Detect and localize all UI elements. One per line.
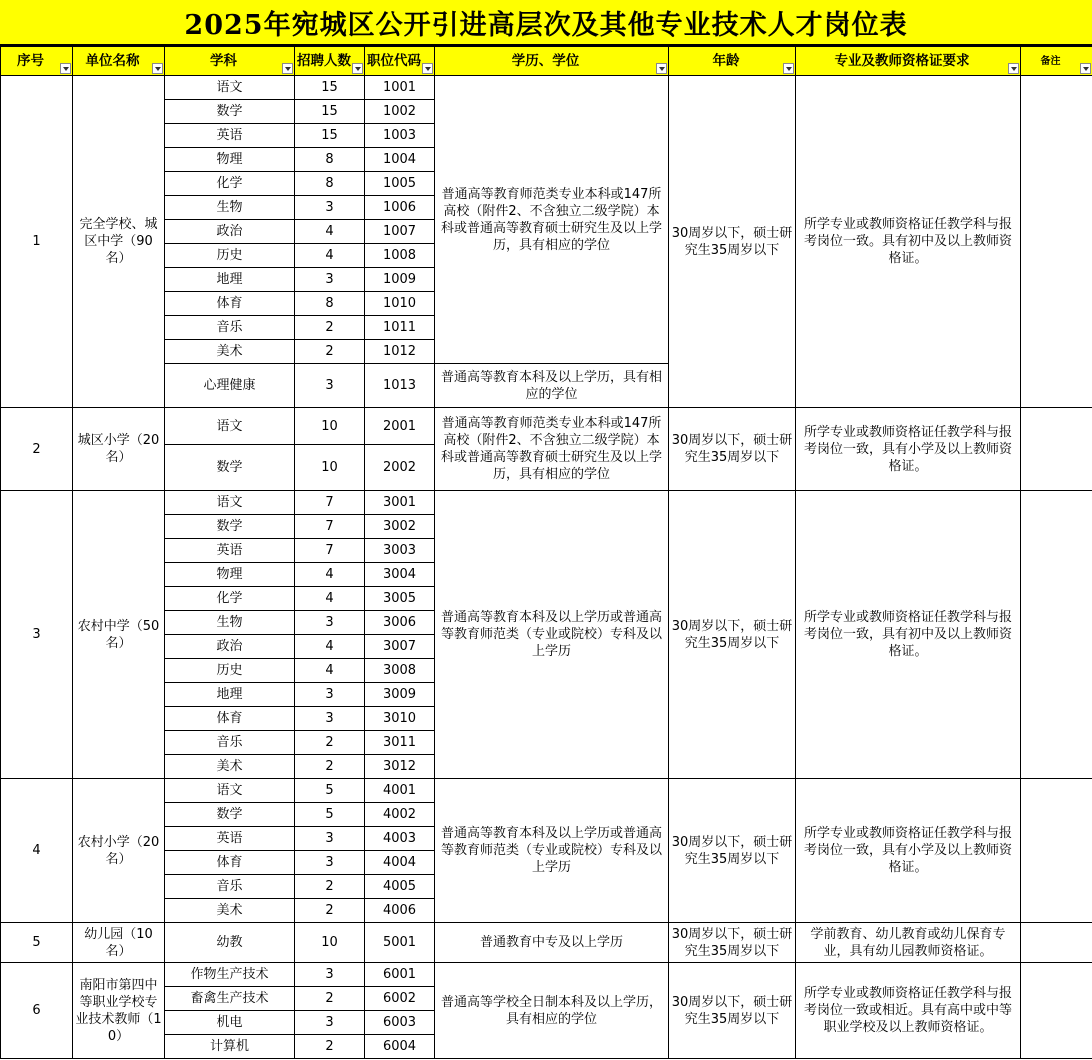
qualification-cell: 所学专业或教师资格证任教学科与报考岗位一致。具有初中及以上教师资格证。 bbox=[796, 76, 1021, 408]
table-row bbox=[1, 76, 1092, 100]
subject-cell: 英语 bbox=[165, 539, 295, 563]
header-label: 招聘人数 bbox=[297, 52, 351, 69]
recruit-count-cell: 3 bbox=[295, 707, 365, 731]
recruit-count-cell: 2 bbox=[295, 731, 365, 755]
position-code-cell: 1009 bbox=[365, 268, 435, 292]
table-body bbox=[1, 76, 1092, 1059]
header-label: 序号 bbox=[17, 52, 44, 69]
recruit-count-cell: 4 bbox=[295, 587, 365, 611]
subject-cell: 化学 bbox=[165, 587, 295, 611]
qualification-cell: 所学专业或教师资格证任教学科与报考岗位一致，具有小学及以上教师资格证。 bbox=[796, 408, 1021, 491]
header-position-code bbox=[365, 47, 435, 76]
education-cell: 普通教育中专及以上学历 bbox=[435, 923, 669, 963]
position-code-cell: 3010 bbox=[365, 707, 435, 731]
recruit-count-cell: 3 bbox=[295, 827, 365, 851]
position-code-cell: 4004 bbox=[365, 851, 435, 875]
recruit-count-cell: 10 bbox=[295, 408, 365, 445]
remarks-cell bbox=[1021, 491, 1092, 779]
unit-name-cell: 完全学校、城区中学（90名） bbox=[73, 76, 165, 408]
recruit-count-cell: 4 bbox=[295, 635, 365, 659]
seq-cell: 4 bbox=[1, 779, 73, 923]
position-code-cell: 2001 bbox=[365, 408, 435, 445]
education-cell: 普通高等教育本科及以上学历，具有相应的学位 bbox=[435, 364, 669, 408]
qualification-cell: 所学专业或教师资格证任教学科与报考岗位一致，具有初中及以上教师资格证。 bbox=[796, 491, 1021, 779]
age-cell: 30周岁以下，硕士研究生35周岁以下 bbox=[669, 76, 796, 408]
recruit-count-cell: 3 bbox=[295, 1011, 365, 1035]
filter-dropdown-icon[interactable] bbox=[352, 63, 363, 74]
recruit-count-cell: 4 bbox=[295, 220, 365, 244]
position-code-cell: 1004 bbox=[365, 148, 435, 172]
subject-cell: 政治 bbox=[165, 220, 295, 244]
position-code-cell: 1005 bbox=[365, 172, 435, 196]
position-code-cell: 3001 bbox=[365, 491, 435, 515]
subject-cell: 数学 bbox=[165, 515, 295, 539]
unit-name-cell: 城区小学（20名） bbox=[73, 408, 165, 491]
recruit-count-cell: 10 bbox=[295, 445, 365, 491]
remarks-cell bbox=[1021, 963, 1092, 1059]
position-code-cell: 3004 bbox=[365, 563, 435, 587]
recruit-count-cell: 7 bbox=[295, 515, 365, 539]
header-seq bbox=[1, 47, 73, 76]
seq-cell: 6 bbox=[1, 963, 73, 1059]
remarks-cell bbox=[1021, 923, 1092, 963]
subject-cell: 语文 bbox=[165, 491, 295, 515]
position-code-cell: 6002 bbox=[365, 987, 435, 1011]
subject-cell: 语文 bbox=[165, 408, 295, 445]
header-qualification bbox=[796, 47, 1021, 76]
education-cell: 普通高等学校全日制本科及以上学历，具有相应的学位 bbox=[435, 963, 669, 1059]
unit-name-cell: 农村中学（50名） bbox=[73, 491, 165, 779]
subject-cell: 地理 bbox=[165, 683, 295, 707]
recruit-count-cell: 3 bbox=[295, 963, 365, 987]
subject-cell: 政治 bbox=[165, 635, 295, 659]
position-code-cell: 3003 bbox=[365, 539, 435, 563]
position-code-cell: 1008 bbox=[365, 244, 435, 268]
seq-cell: 1 bbox=[1, 76, 73, 408]
position-code-cell: 6001 bbox=[365, 963, 435, 987]
position-code-cell: 4006 bbox=[365, 899, 435, 923]
position-code-cell: 1012 bbox=[365, 340, 435, 364]
header-subject bbox=[165, 47, 295, 76]
header-recruit-count bbox=[295, 47, 365, 76]
header-label: 单位名称 bbox=[85, 52, 140, 69]
subject-cell: 物理 bbox=[165, 148, 295, 172]
filter-dropdown-icon[interactable] bbox=[60, 63, 71, 74]
subject-cell: 音乐 bbox=[165, 731, 295, 755]
recruit-count-cell: 2 bbox=[295, 1035, 365, 1059]
header-remarks bbox=[1021, 47, 1092, 76]
recruit-count-cell: 7 bbox=[295, 539, 365, 563]
recruit-count-cell: 4 bbox=[295, 244, 365, 268]
page-title: 2025年宛城区公开引进高层次及其他专业技术人才岗位表 bbox=[0, 0, 1092, 46]
header-age bbox=[669, 47, 796, 76]
subject-cell: 语文 bbox=[165, 779, 295, 803]
recruit-count-cell: 10 bbox=[295, 923, 365, 963]
recruit-count-cell: 2 bbox=[295, 875, 365, 899]
position-code-cell: 3011 bbox=[365, 731, 435, 755]
subject-cell: 数学 bbox=[165, 445, 295, 491]
filter-dropdown-icon[interactable] bbox=[282, 63, 293, 74]
header-label: 职位代码 bbox=[367, 52, 421, 69]
age-cell: 30周岁以下，硕士研究生35周岁以下 bbox=[669, 408, 796, 491]
header-unit-name bbox=[73, 47, 165, 76]
education-cell: 普通高等教育师范类专业本科或147所高校（附件2、不含独立二级学院）本科或普通高等教育硕士研究生及以上学历，具有相应的学位 bbox=[435, 408, 669, 491]
age-cell: 30周岁以下，硕士研究生35周岁以下 bbox=[669, 779, 796, 923]
subject-cell: 作物生产技术 bbox=[165, 963, 295, 987]
subject-cell: 化学 bbox=[165, 172, 295, 196]
recruit-count-cell: 8 bbox=[295, 172, 365, 196]
filter-dropdown-icon[interactable] bbox=[152, 63, 163, 74]
subject-cell: 体育 bbox=[165, 851, 295, 875]
recruit-count-cell: 4 bbox=[295, 659, 365, 683]
position-code-cell: 1013 bbox=[365, 364, 435, 408]
position-code-cell: 3012 bbox=[365, 755, 435, 779]
position-code-cell: 3008 bbox=[365, 659, 435, 683]
filter-dropdown-icon[interactable] bbox=[1080, 63, 1091, 74]
subject-cell: 英语 bbox=[165, 124, 295, 148]
subject-cell: 美术 bbox=[165, 899, 295, 923]
position-code-cell: 1001 bbox=[365, 76, 435, 100]
recruit-count-cell: 2 bbox=[295, 340, 365, 364]
subject-cell: 生物 bbox=[165, 611, 295, 635]
position-code-cell: 1011 bbox=[365, 316, 435, 340]
position-code-cell: 3005 bbox=[365, 587, 435, 611]
header-label: 专业及教师资格证要求 bbox=[834, 52, 970, 69]
remarks-cell bbox=[1021, 779, 1092, 923]
subject-cell: 物理 bbox=[165, 563, 295, 587]
subject-cell: 地理 bbox=[165, 268, 295, 292]
subject-cell: 生物 bbox=[165, 196, 295, 220]
qualification-cell: 所学专业或教师资格证任教学科与报考岗位一致或相近。具有高中或中等职业学校及以上教师资格证。 bbox=[796, 963, 1021, 1059]
recruit-count-cell: 4 bbox=[295, 563, 365, 587]
education-cell: 普通高等教育本科及以上学历或普通高等教育师范类（专业或院校）专科及以上学历 bbox=[435, 491, 669, 779]
unit-name-cell: 南阳市第四中等职业学校专业技术教师（10） bbox=[73, 963, 165, 1059]
position-code-cell: 1010 bbox=[365, 292, 435, 316]
subject-cell: 历史 bbox=[165, 659, 295, 683]
qualification-cell: 学前教育、幼儿教育或幼儿保育专业，具有幼儿园教师资格证。 bbox=[796, 923, 1021, 963]
subject-cell: 体育 bbox=[165, 707, 295, 731]
qualification-cell: 所学专业或教师资格证任教学科与报考岗位一致，具有小学及以上教师资格证。 bbox=[796, 779, 1021, 923]
recruit-count-cell: 8 bbox=[295, 292, 365, 316]
subject-cell: 语文 bbox=[165, 76, 295, 100]
recruit-count-cell: 15 bbox=[295, 124, 365, 148]
position-code-cell: 3007 bbox=[365, 635, 435, 659]
age-cell: 30周岁以下，硕士研究生35周岁以下 bbox=[669, 963, 796, 1059]
header-row bbox=[1, 47, 1092, 76]
unit-name-cell: 农村小学（20名） bbox=[73, 779, 165, 923]
remarks-cell bbox=[1021, 76, 1092, 408]
subject-cell: 体育 bbox=[165, 292, 295, 316]
subject-cell: 机电 bbox=[165, 1011, 295, 1035]
recruit-count-cell: 2 bbox=[295, 316, 365, 340]
subject-cell: 计算机 bbox=[165, 1035, 295, 1059]
filter-dropdown-icon[interactable] bbox=[783, 63, 794, 74]
subject-cell: 美术 bbox=[165, 755, 295, 779]
remarks-cell bbox=[1021, 408, 1092, 491]
position-code-cell: 2002 bbox=[365, 445, 435, 491]
table-row bbox=[1, 923, 1092, 963]
filter-dropdown-icon[interactable] bbox=[422, 63, 433, 74]
position-code-cell: 1002 bbox=[365, 100, 435, 124]
header-label: 学科 bbox=[210, 52, 237, 69]
subject-cell: 幼教 bbox=[165, 923, 295, 963]
filter-dropdown-icon[interactable] bbox=[1008, 63, 1019, 74]
position-code-cell: 6004 bbox=[365, 1035, 435, 1059]
recruit-count-cell: 3 bbox=[295, 364, 365, 408]
seq-cell: 2 bbox=[1, 408, 73, 491]
header-education bbox=[435, 47, 669, 76]
position-code-cell: 5001 bbox=[365, 923, 435, 963]
recruit-count-cell: 7 bbox=[295, 491, 365, 515]
position-code-cell: 1003 bbox=[365, 124, 435, 148]
subject-cell: 历史 bbox=[165, 244, 295, 268]
subject-cell: 音乐 bbox=[165, 875, 295, 899]
recruit-count-cell: 5 bbox=[295, 803, 365, 827]
table-row bbox=[1, 779, 1092, 803]
subject-cell: 心理健康 bbox=[165, 364, 295, 408]
recruit-count-cell: 3 bbox=[295, 268, 365, 292]
subject-cell: 畜禽生产技术 bbox=[165, 987, 295, 1011]
table-row bbox=[1, 963, 1092, 987]
recruit-count-cell: 3 bbox=[295, 851, 365, 875]
unit-name-cell: 幼儿园（10名） bbox=[73, 923, 165, 963]
subject-cell: 数学 bbox=[165, 803, 295, 827]
filter-dropdown-icon[interactable] bbox=[656, 63, 667, 74]
header-label: 年龄 bbox=[712, 52, 740, 69]
recruit-count-cell: 2 bbox=[295, 987, 365, 1011]
position-code-cell: 3002 bbox=[365, 515, 435, 539]
age-cell: 30周岁以下，硕士研究生35周岁以下 bbox=[669, 491, 796, 779]
subject-cell: 美术 bbox=[165, 340, 295, 364]
seq-cell: 5 bbox=[1, 923, 73, 963]
position-code-cell: 1006 bbox=[365, 196, 435, 220]
position-code-cell: 4001 bbox=[365, 779, 435, 803]
recruit-count-cell: 8 bbox=[295, 148, 365, 172]
position-code-cell: 1007 bbox=[365, 220, 435, 244]
education-cell: 普通高等教育师范类专业本科或147所高校（附件2、不含独立二级学院）本科或普通高等教育硕士研究生及以上学历，具有相应的学位 bbox=[435, 76, 669, 364]
header-label: 备注 bbox=[1040, 55, 1061, 67]
recruit-count-cell: 2 bbox=[295, 899, 365, 923]
recruit-count-cell: 3 bbox=[295, 611, 365, 635]
header-label: 学历、学位 bbox=[511, 52, 580, 69]
position-code-cell: 3006 bbox=[365, 611, 435, 635]
positions-table bbox=[0, 46, 1092, 1059]
position-code-cell: 4003 bbox=[365, 827, 435, 851]
education-cell: 普通高等教育本科及以上学历或普通高等教育师范类（专业或院校）专科及以上学历 bbox=[435, 779, 669, 923]
table-row bbox=[1, 491, 1092, 515]
subject-cell: 音乐 bbox=[165, 316, 295, 340]
recruit-count-cell: 2 bbox=[295, 755, 365, 779]
position-code-cell: 4005 bbox=[365, 875, 435, 899]
recruit-count-cell: 3 bbox=[295, 196, 365, 220]
recruit-count-cell: 15 bbox=[295, 76, 365, 100]
position-code-cell: 4002 bbox=[365, 803, 435, 827]
table-row bbox=[1, 408, 1092, 445]
position-code-cell: 6003 bbox=[365, 1011, 435, 1035]
position-code-cell: 3009 bbox=[365, 683, 435, 707]
subject-cell: 数学 bbox=[165, 100, 295, 124]
recruit-count-cell: 15 bbox=[295, 100, 365, 124]
seq-cell: 3 bbox=[1, 491, 73, 779]
recruit-count-cell: 5 bbox=[295, 779, 365, 803]
age-cell: 30周岁以下，硕士研究生35周岁以下 bbox=[669, 923, 796, 963]
subject-cell: 英语 bbox=[165, 827, 295, 851]
recruit-count-cell: 3 bbox=[295, 683, 365, 707]
